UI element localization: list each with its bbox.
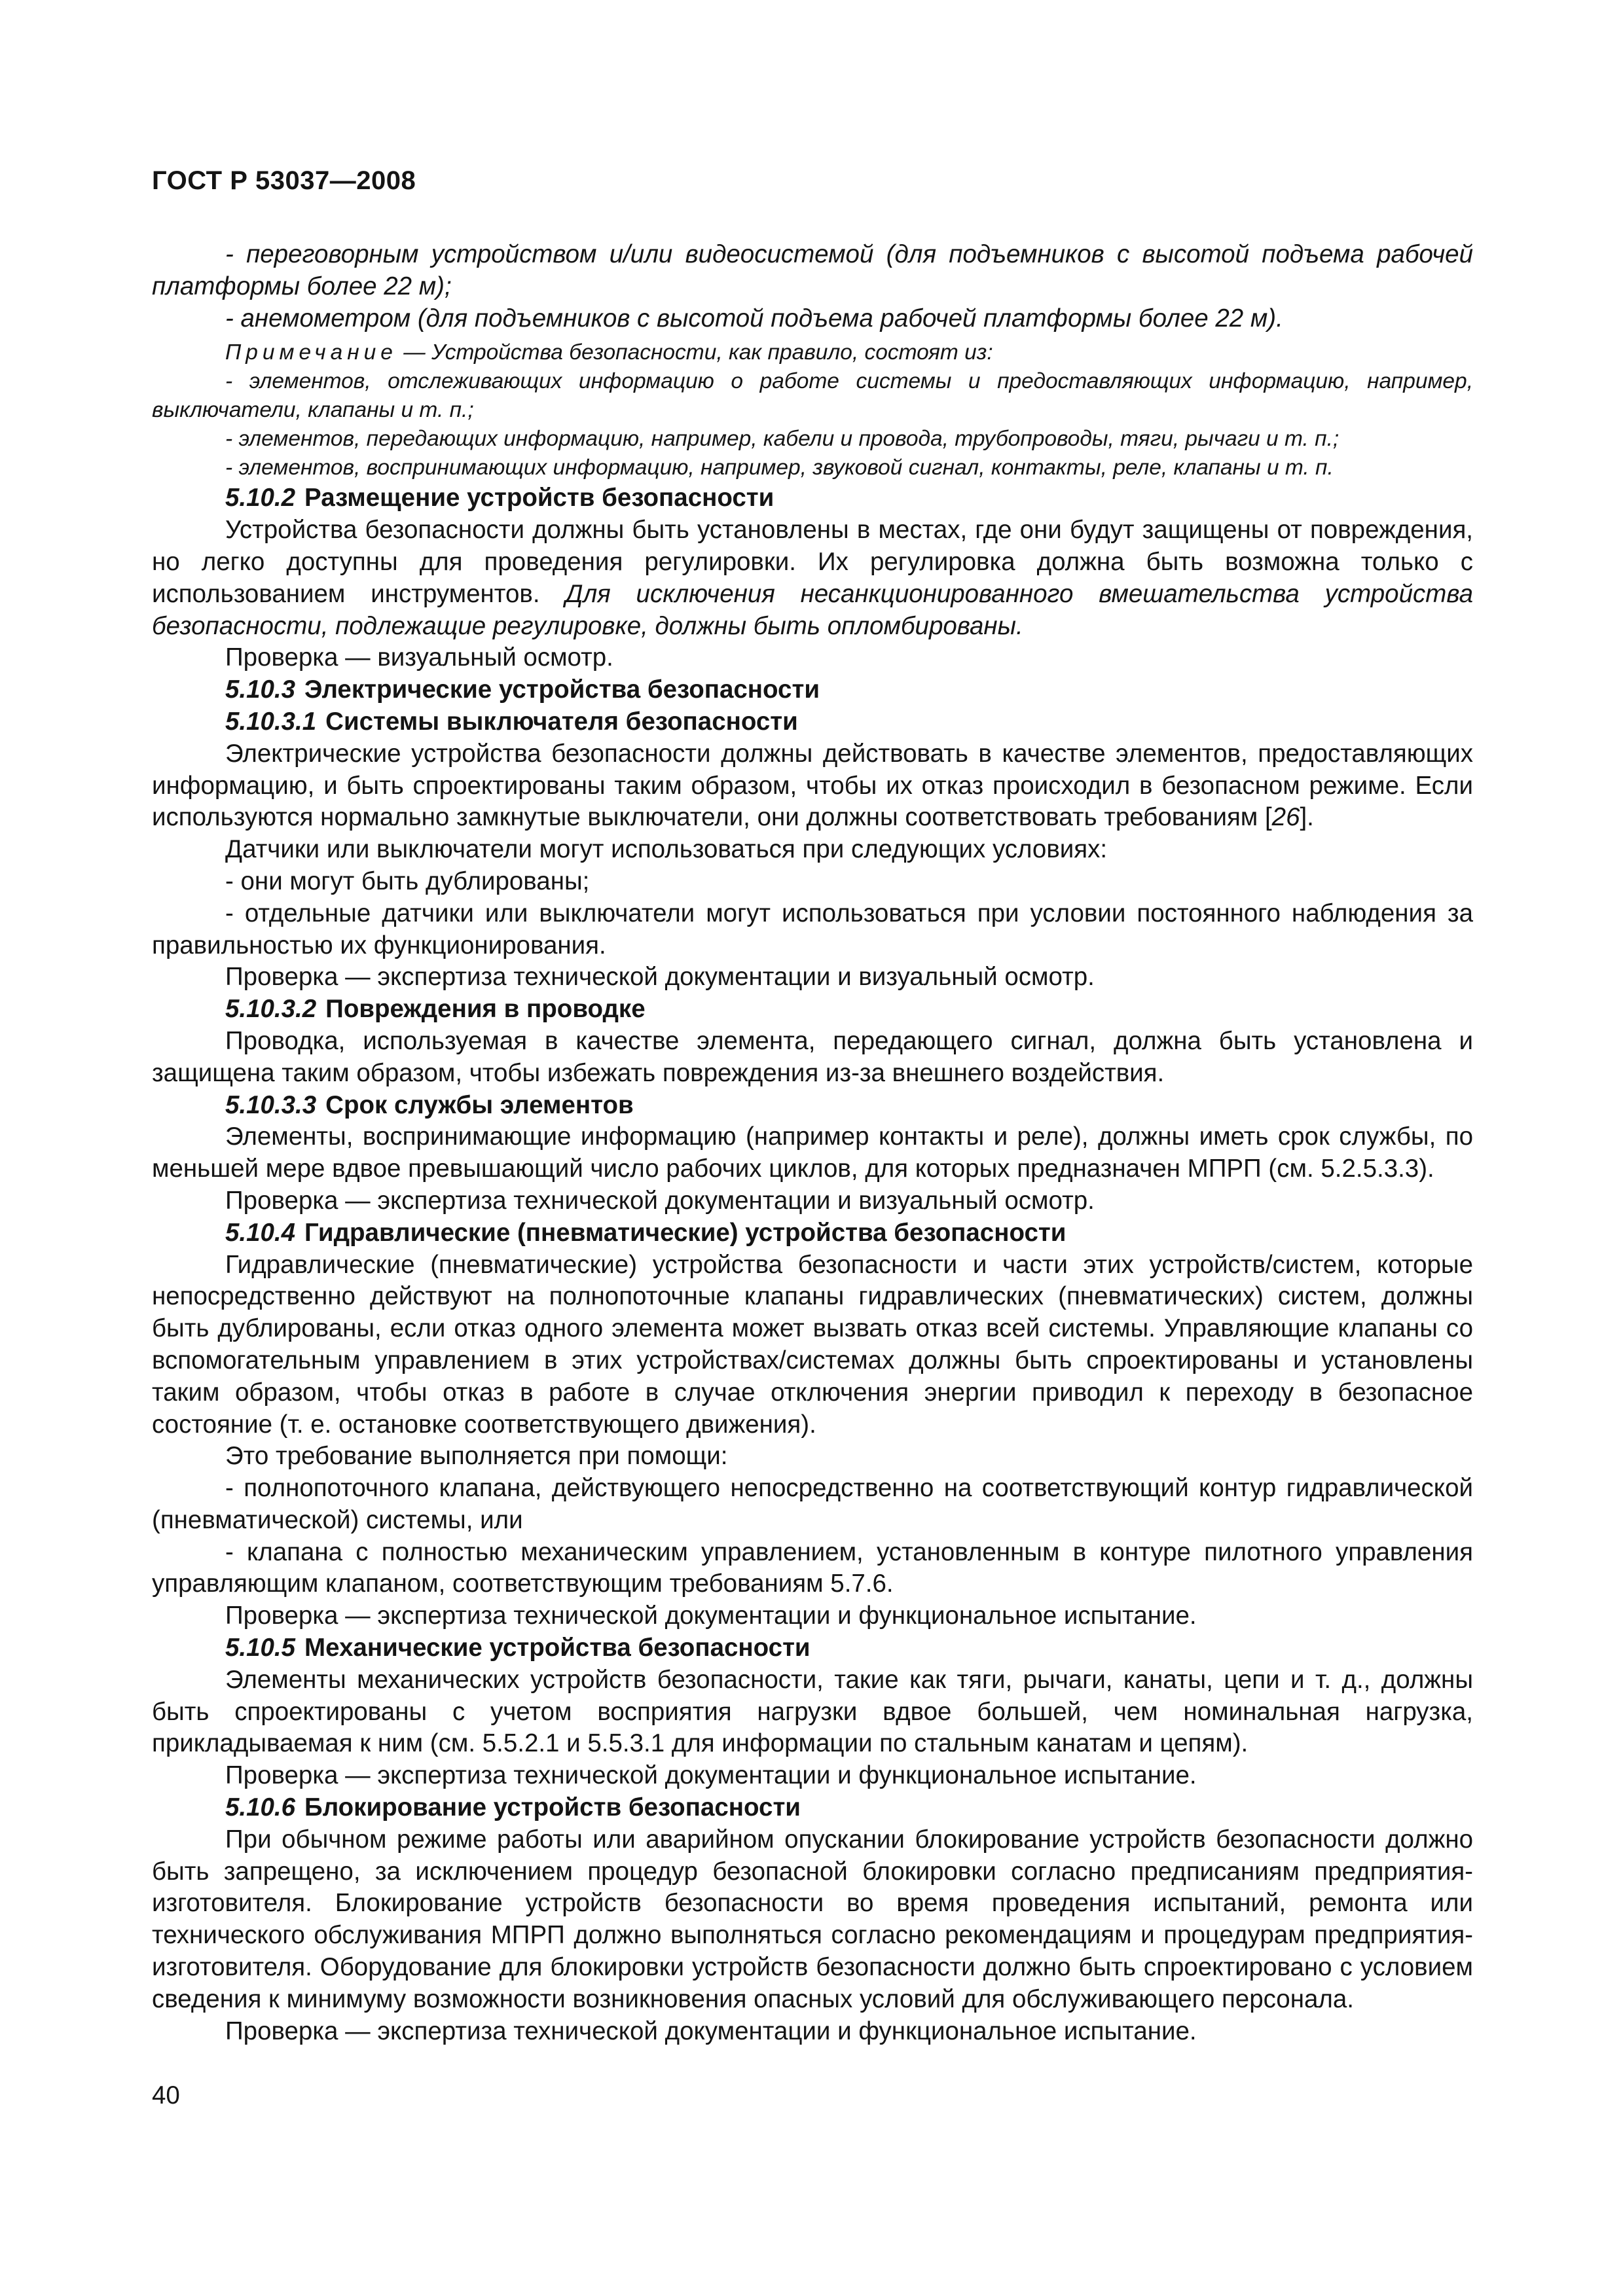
condition-item-2: - отдельные датчики или выключатели могут использоваться при условии постоянного наблюдения за правильностью их функционирования. <box>152 899 1473 960</box>
paragraph-text-end: ]. <box>1300 803 1314 832</box>
paragraph-text: Электрические устройства безопасности должны действовать в качестве элементов, предоставляющих информацию, и быть спроектированы таким образом, чтобы их отказ происходил в безопасном режиме. Если используются нормально замкнутые выключатели, они должны соответствовать требованиям [ <box>152 739 1473 832</box>
section-number: 5.10.6 <box>225 1793 296 1822</box>
section-number: 5.10.5 <box>225 1634 296 1662</box>
section-title: Системы выключателя безопасности <box>325 707 798 736</box>
section-5-10-3-2-heading <box>152 994 1473 1026</box>
section-title: Электрические устройства безопасности <box>304 675 820 704</box>
section-5-10-6-heading <box>152 1792 1473 1824</box>
note-lead: — Устройства безопасности, как правило, состоят из: <box>403 340 993 365</box>
intro-item-1: - переговорным устройством и/или видеосистемой (для подъемников с высотой подъема рабочей платформы более 22 м); <box>152 240 1473 300</box>
section-5-10-6-check: Проверка — экспертиза технической документации и функциональное испытание. <box>225 2017 1197 2045</box>
section-5-10-2-text <box>152 514 1473 642</box>
note-item-2: - элементов, передающих информацию, например, кабели и провода, трубопроводы, тяги, рычаги и т. п.; <box>225 427 1340 452</box>
section-5-10-3-3-text: Элементы, воспринимающие информацию (например контакты и реле), должны иметь срок службы, по меньшей мере вдвое превышающий число рабочих циклов, для которых предназначен МПРП (см. 5.2.5.3.3). <box>152 1122 1473 1183</box>
section-number: 5.10.3.2 <box>225 995 317 1024</box>
section-5-10-3-heading <box>152 674 1473 706</box>
condition-item-1: - они могут быть дублированы; <box>225 867 590 895</box>
section-5-10-3-1-text <box>152 738 1473 834</box>
requirement-item-1: - полнопоточного клапана, действующего непосредственно на соответствующий контур гидравлической (пневматической) системы, или <box>152 1474 1473 1534</box>
note-heading <box>152 338 1473 367</box>
section-5-10-2-check: Проверка — визуальный осмотр. <box>225 643 613 672</box>
section-5-10-3-1-conditions: Датчики или выключатели могут использоваться при следующих условиях: <box>225 835 1108 864</box>
section-5-10-5-heading <box>152 1632 1473 1664</box>
note-label: Примечание <box>225 340 397 365</box>
page-body <box>152 239 1473 2047</box>
section-title: Срок службы элементов <box>325 1090 634 1119</box>
note-item-3: - элементов, воспринимающих информацию, например, звуковой сигнал, контакты, реле, клапаны и т. п. <box>225 456 1334 480</box>
section-5-10-3-3-check: Проверка — экспертиза технической документации и визуальный осмотр. <box>225 1186 1095 1215</box>
section-5-10-4-heading <box>152 1217 1473 1249</box>
document-code: ГОСТ Р 53037—2008 <box>152 166 416 195</box>
paragraph-regular: Устройства безопасности должны быть установлены в местах, где они будут защищены от повреждения, но легко доступны для проведения регулировки. Их регулировка должна быть возможна только с использованием инструментов. <box>152 516 1473 608</box>
section-title: Блокирование устройств безопасности <box>304 1793 801 1822</box>
section-5-10-3-1-heading <box>152 706 1473 738</box>
section-5-10-2-heading <box>152 482 1473 514</box>
section-5-10-5-text: Элементы механических устройств безопасности, такие как тяги, рычаги, канаты, цепи и т. д., должны быть спроектированы с учетом восприятия нагрузки вдвое большей, чем номинальная нагрузка, прикладываемая к ним (см. 5.5.2.1 и 5.5.3.1 для информации по стальным канатам и цепям). <box>152 1665 1473 1758</box>
section-title: Гидравлические (пневматические) устройства безопасности <box>304 1218 1067 1247</box>
section-5-10-3-3-heading <box>152 1090 1473 1122</box>
section-number: 5.10.3 <box>225 675 296 704</box>
section-title: Механические устройства безопасности <box>304 1634 811 1662</box>
section-number: 5.10.3.3 <box>225 1090 317 1119</box>
reference-number: 26 <box>1271 803 1300 832</box>
section-number: 5.10.4 <box>225 1218 296 1247</box>
section-title: Повреждения в проводке <box>325 995 646 1024</box>
section-5-10-6-text: При обычном режиме работы или аварийном опускании блокирование устройств безопасности должно быть запрещено, за исключением процедур безопасной блокировки согласно предписаниям предприятия-изготовителя. Блокирование устройств безопасности во время проведения испытаний, ремонта или технического обслуживания МПРП должно выполняться согласно рекомендациям и процедурам предприятия-изготовителя. Оборудование для блокировки устройств безопасности должно быть спроектировано с условием сведения к минимуму возможности возникновения опасных условий для обслуживающего персонала. <box>152 1825 1473 2013</box>
paragraph-italic: Для исключения несанкционированного вмешательства устройства безопасности, подлежащие регулировке, должны быть опломбированы. <box>152 579 1473 640</box>
section-5-10-4-requirement: Это требование выполняется при помощи: <box>225 1442 728 1471</box>
section-5-10-5-check: Проверка — экспертиза технической документации и функциональное испытание. <box>225 1761 1197 1790</box>
note-item-1: - элементов, отслеживающих информацию о работе системы и предоставляющих информацию, например, выключатели, клапаны и т. п.; <box>152 369 1473 423</box>
intro-item-2: - анемометром (для подъемников с высотой подъема рабочей платформы более 22 м). <box>225 304 1283 332</box>
section-number: 5.10.2 <box>225 484 296 512</box>
section-5-10-4-text: Гидравлические (пневматические) устройства безопасности и части этих устройств/систем, которые непосредственно действуют на полнопоточные клапаны гидравлических (пневматических) систем, должны быть дублированы, если отказ одного элемента может вызвать отказ всей системы. Управляющие клапаны со вспомогательным управлением в этих устройствах/системах должны быть спроектированы и установлены таким образом, чтобы отказ в работе в случае отключения энергии приводил к переходу в безопасное состояние (т. е. остановке соответствующего движения). <box>152 1250 1473 1439</box>
section-number: 5.10.3.1 <box>225 707 317 736</box>
section-5-10-3-1-check: Проверка — экспертиза технической документации и визуальный осмотр. <box>225 963 1095 992</box>
section-5-10-4-check: Проверка — экспертиза технической документации и функциональное испытание. <box>225 1602 1197 1630</box>
section-title: Размещение устройств безопасности <box>304 484 775 512</box>
section-5-10-3-2-text: Проводка, используемая в качестве элемента, передающего сигнал, должна быть установлена и защищена таким образом, чтобы избежать повреждения из-за внешнего воздействия. <box>152 1026 1473 1087</box>
requirement-item-2: - клапана с полностью механическим управлением, установленным в контуре пилотного управления управляющим клапаном, соответствующим требованиям 5.7.6. <box>152 1537 1473 1598</box>
page-number: 40 <box>152 2081 180 2109</box>
